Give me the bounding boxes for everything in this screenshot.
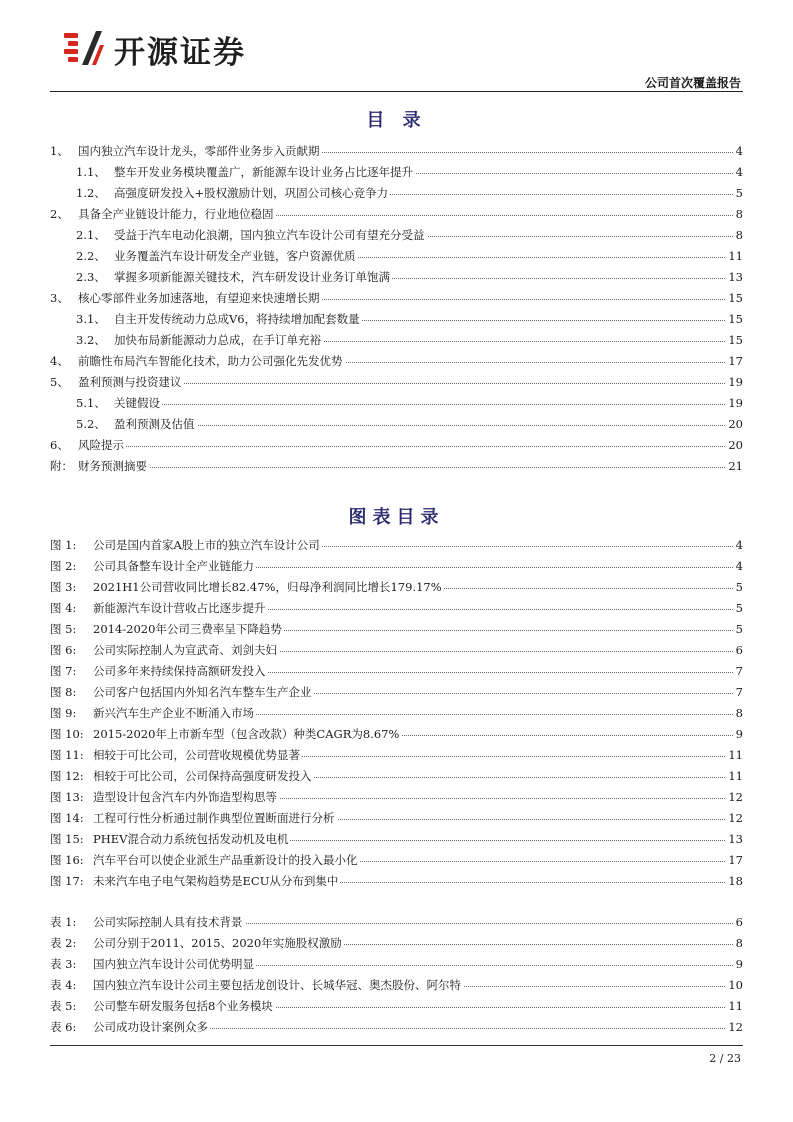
entry-page: 20 (726, 414, 743, 435)
table-entry[interactable] (50, 954, 743, 975)
entry-number: 图 2: (50, 559, 77, 573)
figure-entry[interactable] (50, 829, 743, 850)
entry-page: 15 (726, 330, 743, 351)
entry-number: 表 2: (50, 936, 77, 950)
entry-number: 2.3、 (76, 270, 106, 284)
entry-page: 4 (734, 556, 743, 577)
toc-title: 目 录 (366, 110, 427, 131)
toc-list (50, 141, 743, 477)
entry-page: 12 (726, 787, 743, 808)
entry-title: 核心零部件业务加速落地，有望迎来快速增长期 (78, 288, 322, 309)
entry-number: 图 11: (50, 748, 84, 762)
entry-title: 公司具备整车设计全产业链能力 (93, 556, 256, 577)
toc-entry[interactable] (50, 435, 743, 456)
figure-entry[interactable] (50, 640, 743, 661)
entry-title: 未来汽车电子电气架构趋势是ECU从分布到集中 (93, 871, 340, 892)
toc-entry[interactable] (50, 246, 743, 267)
figure-entry[interactable] (50, 577, 743, 598)
figure-entry[interactable] (50, 850, 743, 871)
entry-number: 表 5: (50, 999, 77, 1013)
entry-page: 4 (734, 535, 743, 556)
entry-page: 13 (726, 267, 743, 288)
entry-title: 新能源汽车设计营收占比逐步提升 (93, 598, 268, 619)
entry-title: 公司是国内首家A股上市的独立汽车设计公司 (93, 535, 322, 556)
figure-entry[interactable] (50, 871, 743, 892)
figure-entry[interactable] (50, 661, 743, 682)
entry-title: 国内独立汽车设计公司优势明显 (93, 954, 256, 975)
entry-number: 1、 (50, 144, 69, 158)
entry-number: 1.1、 (76, 165, 106, 179)
entry-title: 公司实际控制人为宣武奇、刘剑夫妇 (93, 640, 279, 661)
figure-entry[interactable] (50, 598, 743, 619)
figure-entry[interactable] (50, 766, 743, 787)
entry-title: 盈利预测与投资建议 (78, 372, 184, 393)
entry-page: 8 (734, 933, 743, 954)
table-entry[interactable] (50, 1017, 743, 1038)
entry-number: 5.1、 (76, 396, 106, 410)
entry-page: 5 (734, 577, 743, 598)
entry-number: 图 8: (50, 685, 77, 699)
entry-title: 公司实际控制人具有技术背景 (93, 912, 245, 933)
entry-page: 20 (726, 435, 743, 456)
kaiyuan-logo-icon (62, 27, 106, 71)
entry-number: 3.1、 (76, 312, 106, 326)
entry-title: 前瞻性布局汽车智能化技术，助力公司强化先发优势 (78, 351, 345, 372)
entry-number: 3.2、 (76, 333, 106, 347)
entry-number: 图 15: (50, 832, 84, 846)
entry-title: 相较于可比公司，公司营收规模优势显著 (93, 745, 302, 766)
entry-title: 造型设计包含汽车内外饰造型构思等 (93, 787, 279, 808)
toc-entry[interactable] (50, 141, 743, 162)
entry-title: 新兴汽车生产企业不断涌入市场 (93, 703, 256, 724)
entry-page: 17 (726, 351, 743, 372)
entry-title: 工程可行性分析通过制作典型位置断面进行分析 (93, 808, 337, 829)
page-number: 2 / 23 (709, 1052, 741, 1065)
toc-entry[interactable] (50, 372, 743, 393)
entry-number: 图 6: (50, 643, 77, 657)
entry-page: 15 (726, 309, 743, 330)
entry-number: 6、 (50, 438, 69, 452)
entry-title: 风险提示 (78, 435, 126, 456)
table-entry[interactable] (50, 912, 743, 933)
entry-page: 6 (734, 640, 743, 661)
entry-number: 3、 (50, 291, 69, 305)
entry-title: 高强度研发投入+股权激励计划，巩固公司核心竞争力 (114, 183, 390, 204)
entry-title: 2021H1公司营收同比增长82.47%，归母净利润同比增长179.17% (93, 577, 444, 598)
toc-entry[interactable] (50, 162, 743, 183)
table-entry[interactable] (50, 975, 743, 996)
figure-entry[interactable] (50, 703, 743, 724)
entry-title: 2014-2020年公司三费率呈下降趋势 (93, 619, 284, 640)
report-type: 公司首次覆盖报告 (644, 76, 741, 90)
header-divider (50, 91, 743, 92)
entry-page: 13 (726, 829, 743, 850)
entry-title: 受益于汽车电动化浪潮，国内独立汽车设计公司有望充分受益 (114, 225, 427, 246)
entry-title: 公司多年来持续保持高额研发投入 (93, 661, 268, 682)
table-entry[interactable] (50, 996, 743, 1017)
entry-title: 整车开发业务模块覆盖广，新能源车设计业务占比逐年提升 (114, 162, 415, 183)
toc-entry[interactable] (50, 288, 743, 309)
figure-entry[interactable] (50, 724, 743, 745)
entry-number: 图 7: (50, 664, 77, 678)
entry-page: 4 (734, 141, 743, 162)
entry-number: 图 14: (50, 811, 84, 825)
figures-title: 图表目录 (348, 507, 445, 528)
entry-page: 12 (726, 1017, 743, 1038)
entry-number: 图 1: (50, 538, 77, 552)
entry-page: 18 (726, 871, 743, 892)
entry-page: 12 (726, 808, 743, 829)
entry-number: 1.2、 (76, 186, 106, 200)
entry-page: 8 (734, 225, 743, 246)
figure-list (50, 535, 743, 892)
brand-name: 开源证券 (114, 34, 246, 71)
entry-number: 表 3: (50, 957, 77, 971)
entry-page: 8 (734, 204, 743, 225)
entry-page: 11 (726, 246, 743, 267)
figure-entry[interactable] (50, 619, 743, 640)
entry-number: 图 16: (50, 853, 84, 867)
entry-title: 掌握多项新能源关键技术，汽车研发设计业务订单饱满 (114, 267, 392, 288)
entry-number: 图 3: (50, 580, 77, 594)
entry-page: 11 (726, 996, 743, 1017)
figure-entry[interactable] (50, 682, 743, 703)
toc-entry[interactable] (50, 393, 743, 414)
entry-number: 2.1、 (76, 228, 106, 242)
entry-title: 财务预测摘要 (78, 456, 149, 477)
entry-number: 5.2、 (76, 417, 106, 431)
entry-title: 2015-2020年上市新车型（包含改款）种类CAGR为8.67% (93, 724, 401, 745)
entry-number: 5、 (50, 375, 69, 389)
table-entry[interactable] (50, 933, 743, 954)
table-list (50, 912, 743, 1038)
entry-page: 9 (734, 724, 743, 745)
entry-title: PHEV混合动力系统包括发动机及电机 (93, 829, 290, 850)
entry-title: 公司分别于2011、2015、2020年实施股权激励 (93, 933, 344, 954)
figure-entry[interactable] (50, 808, 743, 829)
toc-entry[interactable] (50, 330, 743, 351)
toc-entry[interactable] (50, 204, 743, 225)
entry-title: 国内独立汽车设计龙头，零部件业务步入贡献期 (78, 141, 322, 162)
toc-entry[interactable] (50, 183, 743, 204)
toc-entry[interactable] (50, 225, 743, 246)
toc-entry[interactable] (50, 456, 743, 477)
entry-page: 11 (726, 745, 743, 766)
entry-title: 自主开发传统动力总成V6，将持续增加配套数量 (114, 309, 362, 330)
entry-number: 2.2、 (76, 249, 106, 263)
entry-page: 7 (734, 682, 743, 703)
entry-number: 图 5: (50, 622, 77, 636)
entry-page: 5 (734, 619, 743, 640)
leader-dots (114, 425, 743, 426)
entry-number: 表 4: (50, 978, 77, 992)
toc-entry[interactable] (50, 414, 743, 435)
entry-title: 业务覆盖汽车设计研发全产业链，客户资源优质 (114, 246, 358, 267)
entry-number: 图 4: (50, 601, 77, 615)
entry-page: 7 (734, 661, 743, 682)
leader-dots (78, 446, 743, 447)
entry-title: 具备全产业链设计能力，行业地位稳固 (78, 204, 276, 225)
entry-page: 11 (726, 766, 743, 787)
entry-page: 15 (726, 288, 743, 309)
leader-dots (114, 404, 743, 405)
entry-page: 21 (726, 456, 743, 477)
entry-page: 19 (726, 372, 743, 393)
entry-page: 19 (726, 393, 743, 414)
entry-title: 公司整车研发服务包括8个业务模块 (93, 996, 275, 1017)
entry-title: 汽车平台可以使企业派生产品重新设计的投入最小化 (93, 850, 360, 871)
entry-page: 5 (734, 183, 743, 204)
entry-title: 公司成功设计案例众多 (93, 1017, 210, 1038)
entry-number: 图 12: (50, 769, 84, 783)
entry-title: 国内独立汽车设计公司主要包括龙创设计、长城华冠、奥杰股份、阿尔特 (93, 975, 463, 996)
entry-number: 2、 (50, 207, 69, 221)
entry-number: 表 6: (50, 1020, 77, 1034)
entry-page: 8 (734, 703, 743, 724)
toc-entry[interactable] (50, 309, 743, 330)
entry-page: 5 (734, 598, 743, 619)
entry-number: 4、 (50, 354, 69, 368)
figure-entry[interactable] (50, 556, 743, 577)
figure-entry[interactable] (50, 787, 743, 808)
figure-entry[interactable] (50, 535, 743, 556)
footer-divider (50, 1045, 743, 1046)
toc-entry[interactable] (50, 351, 743, 372)
entry-page: 4 (734, 162, 743, 183)
entry-title: 盈利预测及估值 (114, 414, 197, 435)
entry-number: 图 10: (50, 727, 84, 741)
entry-number: 表 1: (50, 915, 77, 929)
entry-number: 图 9: (50, 706, 77, 720)
toc-entry[interactable] (50, 267, 743, 288)
entry-page: 6 (734, 912, 743, 933)
entry-number: 附： (50, 459, 73, 473)
company-logo (62, 24, 292, 74)
entry-title: 公司客户包括国内外知名汽车整车生产企业 (93, 682, 314, 703)
figure-entry[interactable] (50, 745, 743, 766)
entry-title: 加快布局新能源动力总成，在手订单充裕 (114, 330, 323, 351)
entry-title: 相较于可比公司，公司保持高强度研发投入 (93, 766, 314, 787)
entry-page: 17 (726, 850, 743, 871)
leader-dots (78, 467, 743, 468)
entry-page: 10 (726, 975, 743, 996)
entry-number: 图 13: (50, 790, 84, 804)
entry-page: 9 (734, 954, 743, 975)
entry-number: 图 17: (50, 874, 84, 888)
entry-title: 关键假设 (114, 393, 162, 414)
